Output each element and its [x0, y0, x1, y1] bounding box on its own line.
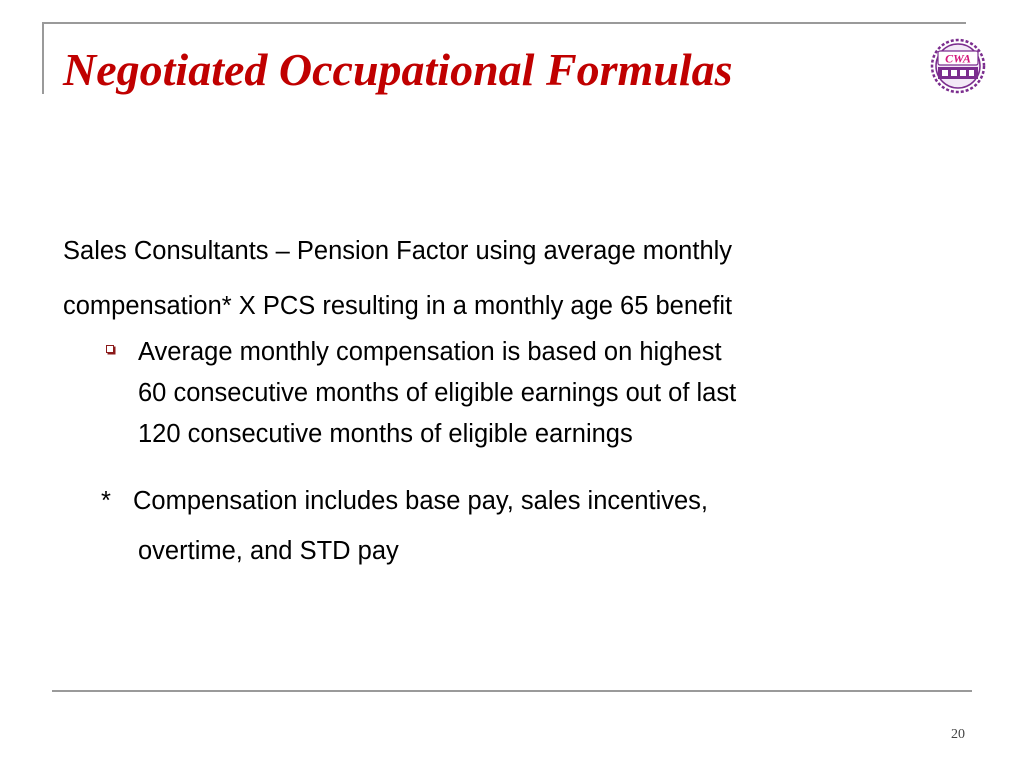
body-line: Sales Consultants – Pension Factor using average monthly — [63, 237, 733, 265]
bullet-text — [138, 332, 958, 455]
bullet-line: 120 consecutive months of eligible earnings — [138, 420, 633, 448]
slide-title: Negotiated Occupational Formulas — [63, 44, 733, 95]
footnote-marker: * — [101, 487, 111, 515]
bullet-line: Average monthly compensation is based on highest — [138, 338, 722, 366]
body-paragraph — [63, 224, 973, 334]
top-rule — [42, 22, 966, 24]
page-number: 20 — [951, 727, 965, 742]
bullet-line: 60 consecutive months of eligible earnings out of last — [138, 379, 737, 407]
footnote-line: overtime, and STD pay — [138, 537, 399, 565]
body-line: compensation* X PCS resulting in a monthly age 65 benefit — [63, 292, 733, 320]
square-bullet-icon — [106, 345, 114, 353]
bottom-rule — [52, 690, 972, 692]
footnote-text — [133, 476, 708, 576]
logo-text: CWA — [945, 51, 971, 66]
left-rule — [42, 22, 44, 94]
cwa-seal-icon — [930, 38, 986, 94]
cwa-logo — [930, 38, 986, 94]
footnote-line: Compensation includes base pay, sales incentives, — [133, 487, 709, 515]
